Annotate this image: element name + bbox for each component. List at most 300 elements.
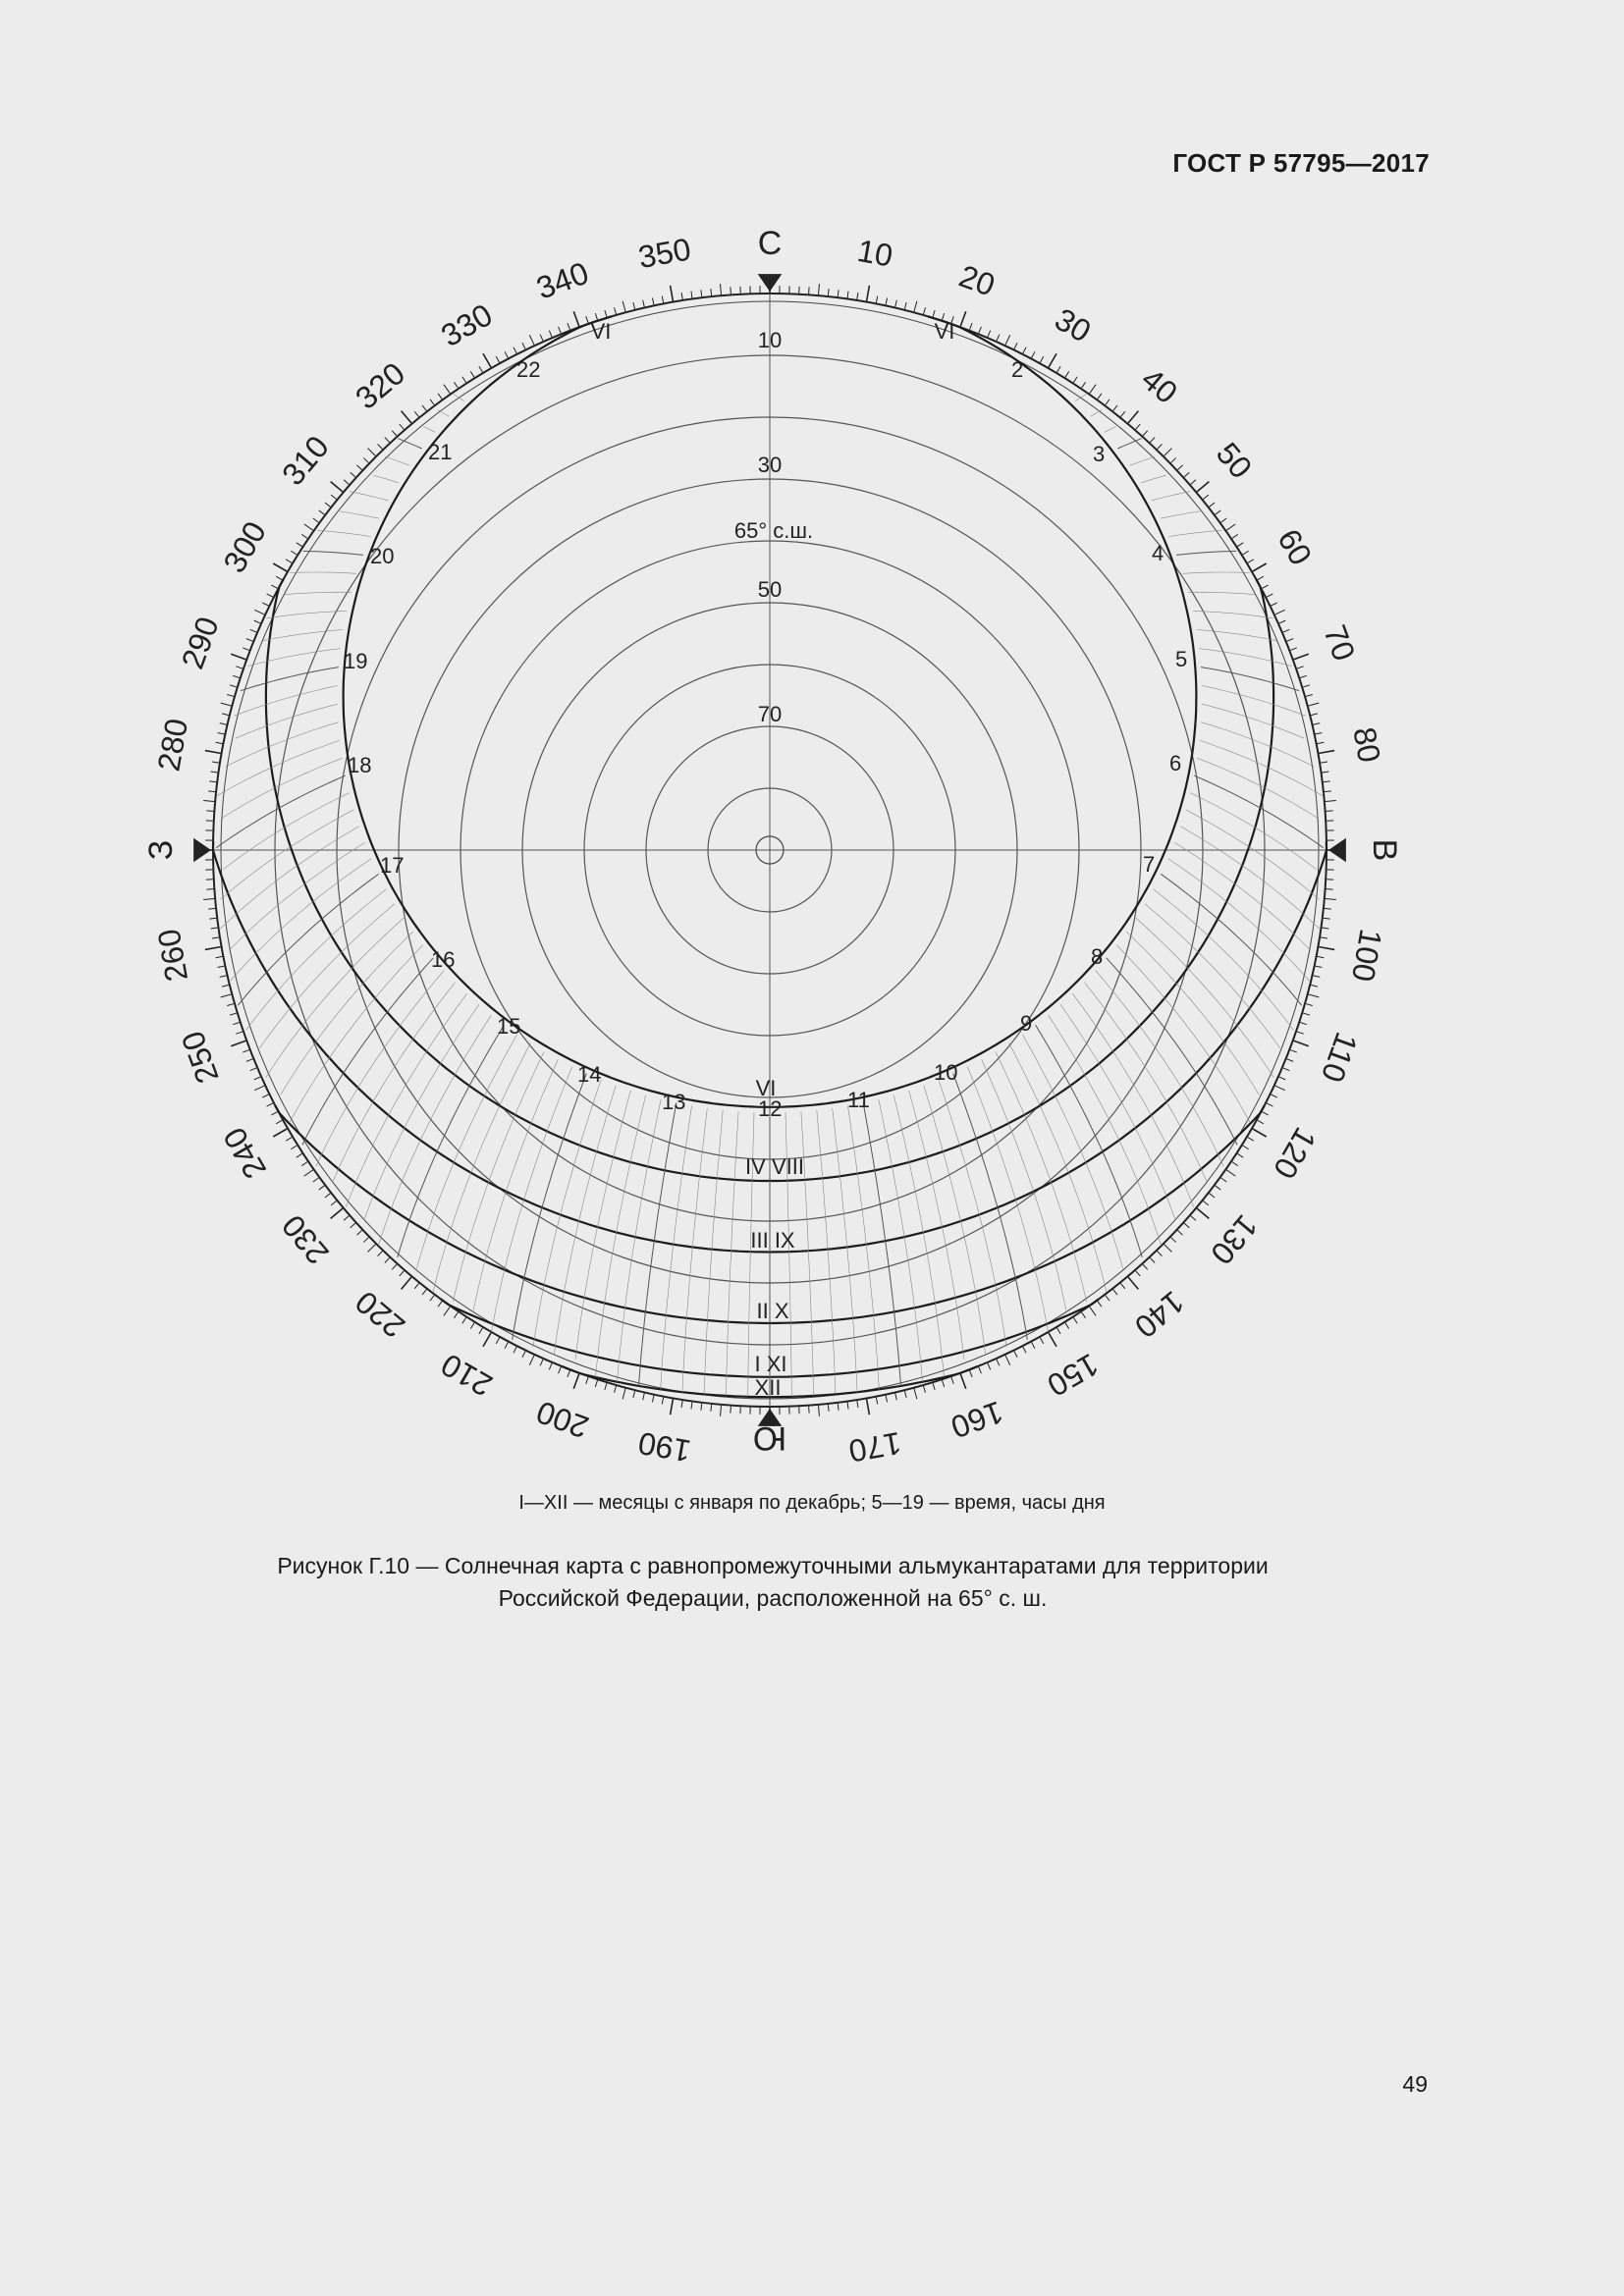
azimuth-tick (1057, 1328, 1061, 1334)
azimuth-tick (291, 551, 297, 555)
azimuth-tick (1184, 1223, 1189, 1228)
azimuth-tick (960, 1374, 965, 1389)
azimuth-tick (1065, 371, 1069, 377)
azimuth-tick (1267, 1103, 1272, 1106)
azimuth-tick (1232, 1162, 1238, 1166)
azimuth-tick (1065, 1323, 1069, 1329)
azimuth-tick (479, 1328, 483, 1334)
azimuth-tick (231, 1041, 245, 1045)
compass-arrow-west (193, 838, 211, 863)
azimuth-tick (262, 603, 268, 606)
azimuth-tick (438, 394, 442, 400)
hour-line (1176, 551, 1236, 555)
minute-line (1186, 810, 1320, 899)
azimuth-tick (1237, 543, 1243, 547)
azimuth-tick (1306, 1004, 1313, 1006)
minute-line (263, 630, 343, 641)
hour-label: 6 (1169, 751, 1182, 775)
azimuth-tick (1106, 400, 1110, 405)
azimuth-tick (216, 742, 223, 743)
azimuth-tick (1232, 534, 1238, 538)
hour-label: 15 (497, 1014, 521, 1039)
azimuth-tick (246, 639, 252, 642)
azimuth-tick (1005, 1356, 1010, 1365)
azimuth-tick (721, 1406, 722, 1416)
azimuth-tick (1297, 1032, 1304, 1034)
minute-line (226, 722, 339, 767)
azimuth-tick (392, 1264, 397, 1269)
azimuth-tick (212, 937, 219, 938)
azimuth-tick (203, 801, 214, 802)
hour-label: 8 (1091, 944, 1104, 969)
azimuth-tick (1297, 667, 1304, 668)
sun-chart-svg (139, 218, 1403, 1494)
altitude-label-70: 70 (757, 702, 783, 726)
azimuth-tick (222, 714, 229, 716)
azimuth-tick (313, 518, 319, 522)
azimuth-tick (1316, 732, 1323, 733)
azimuth-tick (1136, 424, 1141, 429)
minute-line (318, 530, 371, 536)
hour-label: 9 (1020, 1011, 1033, 1036)
azimuth-tick (254, 610, 264, 614)
azimuth-tick (208, 908, 215, 909)
azimuth-tick (876, 1398, 877, 1405)
azimuth-tick (1313, 976, 1320, 978)
azimuth-tick (1090, 385, 1096, 394)
azimuth-label: 290 (174, 612, 226, 674)
minute-line (1091, 410, 1103, 417)
azimuth-tick (385, 437, 390, 442)
hour-label: 4 (1152, 541, 1164, 565)
azimuth-tick (1023, 1347, 1026, 1353)
azimuth-tick (549, 331, 552, 337)
azimuth-tick (951, 1377, 953, 1384)
azimuth-tick (1005, 335, 1010, 345)
azimuth-tick (1164, 449, 1172, 456)
azimuth-tick (605, 1383, 607, 1390)
azimuth-tick (400, 424, 405, 429)
azimuth-tick (231, 654, 245, 659)
azimuth-tick (549, 1363, 552, 1369)
azimuth-tick (997, 335, 1000, 341)
azimuth-tick (988, 1363, 991, 1369)
azimuth-tick (1325, 908, 1331, 909)
azimuth-tick (496, 356, 499, 362)
minute-line (350, 492, 388, 501)
azimuth-tick (540, 335, 543, 341)
minute-line (1197, 630, 1276, 641)
azimuth-tick (1203, 495, 1208, 499)
azimuth-tick (514, 1347, 516, 1353)
azimuth-tick (691, 1402, 692, 1409)
azimuth-tick (643, 1393, 645, 1400)
minute-line (236, 704, 338, 738)
azimuth-tick (1311, 714, 1318, 716)
azimuth-tick (914, 301, 917, 312)
azimuth-tick (605, 310, 607, 317)
minute-line (373, 475, 399, 483)
azimuth-tick (1316, 966, 1323, 967)
azimuth-tick (1226, 524, 1235, 530)
azimuth-tick (1177, 1230, 1182, 1235)
azimuth-tick (233, 675, 240, 677)
azimuth-label: 160 (946, 1394, 1008, 1446)
minute-line (1130, 456, 1155, 465)
azimuth-tick (1279, 1077, 1285, 1080)
azimuth-tick (1319, 947, 1334, 950)
azimuth-tick (1158, 1252, 1163, 1256)
azimuth-tick (462, 377, 466, 383)
azimuth-tick (211, 772, 218, 773)
azimuth-tick (205, 751, 221, 754)
azimuth-label: 210 (435, 1346, 499, 1404)
azimuth-tick (267, 594, 273, 597)
azimuth-tick (721, 284, 722, 294)
azimuth-tick (363, 1238, 368, 1243)
hour-label: 3 (1093, 442, 1106, 466)
minute-line (682, 1108, 707, 1392)
caption-line-1: Рисунок Г.10 — Солнечная карта с равнопромежуточными альмукантаратами для территории (277, 1553, 1269, 1578)
minute-line (533, 1080, 601, 1347)
azimuth-tick (1263, 1112, 1269, 1115)
azimuth-tick (205, 947, 221, 950)
minute-line (340, 511, 379, 518)
azimuth-tick (828, 1405, 829, 1412)
azimuth-tick (895, 300, 897, 307)
azimuth-tick (1318, 956, 1325, 957)
azimuth-tick (1203, 1201, 1208, 1204)
minute-line (1141, 475, 1166, 483)
azimuth-tick (351, 1223, 355, 1228)
azimuth-label: 200 (531, 1394, 594, 1446)
azimuth-tick (681, 1401, 682, 1408)
minute-line (833, 1108, 857, 1392)
azimuth-tick (236, 1032, 243, 1034)
azimuth-tick (1143, 431, 1148, 436)
azimuth-tick (960, 311, 965, 326)
azimuth-tick (1226, 1170, 1235, 1176)
azimuth-tick (262, 1095, 268, 1097)
azimuth-label: 30 (1049, 300, 1098, 349)
azimuth-tick (514, 347, 516, 353)
azimuth-tick (209, 781, 216, 782)
azimuth-label: 240 (216, 1121, 274, 1185)
page-number: 49 (1402, 2071, 1428, 2097)
azimuth-tick (1143, 1264, 1148, 1269)
azimuth-tick (1287, 639, 1293, 642)
azimuth-tick (1113, 405, 1117, 411)
azimuth-tick (529, 335, 534, 345)
azimuth-tick (203, 899, 214, 900)
hour-line (1201, 667, 1299, 691)
azimuth-tick (1272, 603, 1277, 606)
azimuth-tick (586, 316, 588, 323)
azimuth-tick (273, 563, 287, 571)
minute-line (924, 1086, 986, 1354)
azimuth-tick (1303, 685, 1310, 687)
hour-label: 2 (1011, 357, 1024, 382)
hour-label: 21 (428, 440, 453, 464)
minute-line (1202, 686, 1306, 717)
compass-east: В (1366, 838, 1403, 862)
minute-line (235, 686, 339, 717)
azimuth-tick (970, 323, 973, 330)
altitude-label-30: 30 (757, 453, 783, 477)
minute-line (1161, 511, 1200, 518)
azimuth-tick (895, 1393, 897, 1400)
azimuth-tick (331, 1208, 343, 1218)
azimuth-tick (847, 1402, 848, 1409)
azimuth-tick (319, 1186, 325, 1190)
hour-label: 12 (758, 1096, 783, 1121)
minute-line (281, 932, 413, 1095)
azimuth-tick (1253, 1129, 1267, 1137)
hour-label: 22 (516, 357, 541, 382)
azimuth-label: 120 (1266, 1121, 1324, 1185)
azimuth-tick (422, 1290, 426, 1296)
sun-path-diagram (139, 218, 1403, 1494)
azimuth-tick (233, 1023, 240, 1025)
minute-line (1096, 971, 1223, 1167)
azimuth-tick (1324, 918, 1330, 919)
azimuth-tick (691, 292, 692, 298)
minute-line (909, 1091, 964, 1360)
azimuth-tick (331, 495, 336, 499)
azimuth-tick (1287, 1059, 1293, 1062)
azimuth-label: 150 (1041, 1346, 1105, 1404)
azimuth-tick (1197, 1208, 1209, 1218)
azimuth-label: 320 (349, 355, 412, 416)
azimuth-tick (867, 286, 870, 301)
azimuth-tick (276, 576, 282, 579)
azimuth-label: 280 (150, 716, 195, 774)
azimuth-tick (444, 385, 450, 394)
minute-line (220, 810, 353, 899)
azimuth-tick (1113, 1290, 1117, 1296)
azimuth-tick (979, 327, 982, 333)
azimuth-tick (573, 1374, 578, 1389)
azimuth-tick (470, 371, 474, 377)
azimuth-tick (1098, 1302, 1102, 1308)
azimuth-tick (271, 585, 277, 588)
hour-label: 16 (431, 947, 456, 972)
azimuth-label: 20 (954, 257, 1001, 303)
minute-line (1202, 704, 1304, 738)
azimuth-label: 310 (275, 429, 336, 493)
azimuth-tick (633, 1391, 635, 1398)
azimuth-tick (483, 1333, 491, 1347)
azimuth-tick (1184, 472, 1189, 477)
azimuth-tick (351, 472, 355, 477)
minute-line (316, 971, 444, 1167)
hour-label: 5 (1175, 647, 1188, 671)
azimuth-tick (254, 1086, 264, 1091)
azimuth-tick (1326, 899, 1336, 900)
azimuth-tick (701, 290, 702, 296)
azimuth-tick (356, 1230, 361, 1235)
azimuth-tick (573, 311, 578, 326)
azimuth-tick (1283, 629, 1289, 632)
azimuth-tick (1321, 762, 1327, 763)
azimuth-tick (1272, 1095, 1277, 1097)
azimuth-tick (1120, 1283, 1124, 1288)
azimuth-tick (378, 444, 383, 449)
azimuth-tick (356, 465, 361, 470)
azimuth-tick (1248, 1138, 1254, 1142)
azimuth-tick (1136, 1271, 1141, 1276)
azimuth-tick (933, 1383, 935, 1390)
azimuth-tick (1171, 1238, 1176, 1243)
azimuth-tick (344, 480, 349, 485)
hour-line (241, 667, 339, 691)
minute-line (1199, 649, 1291, 667)
azimuth-tick (838, 1404, 839, 1411)
azimuth-tick (221, 703, 232, 706)
azimuth-label: 250 (174, 1026, 226, 1089)
minute-line (290, 572, 356, 573)
azimuth-tick (230, 685, 237, 687)
azimuth-tick (1321, 937, 1327, 938)
azimuth-tick (838, 290, 839, 296)
azimuth-tick (970, 1370, 973, 1377)
azimuth-tick (211, 928, 218, 929)
hour-label: 10 (934, 1060, 958, 1085)
azimuth-tick (1082, 382, 1086, 388)
azimuth-tick (1164, 1245, 1172, 1253)
azimuth-tick (1049, 353, 1056, 367)
azimuth-tick (1032, 351, 1035, 357)
hour-label: 7 (1143, 852, 1156, 877)
azimuth-tick (867, 1399, 870, 1415)
azimuth-tick (276, 1120, 282, 1123)
azimuth-label: 190 (635, 1424, 694, 1469)
azimuth-tick (331, 482, 343, 492)
solstice-label-south: VI (755, 1076, 777, 1100)
azimuth-tick (1309, 703, 1320, 706)
azimuth-tick (623, 1389, 625, 1400)
azimuth-tick (1324, 781, 1330, 782)
compass-south: Ю (752, 1419, 787, 1457)
minute-line (1126, 932, 1259, 1095)
minute-line (1183, 572, 1250, 573)
caption-line-2: Российской Федерации, расположенной на 65° с. ш. (498, 1585, 1048, 1611)
azimuth-tick (1318, 742, 1325, 743)
hour-label: 17 (380, 853, 405, 878)
azimuth-tick (1191, 1216, 1196, 1221)
azimuth-tick (1325, 791, 1331, 792)
azimuth-tick (997, 1360, 1000, 1365)
azimuth-tick (331, 1201, 336, 1204)
azimuth-label: 330 (435, 296, 499, 354)
solstice-label-east: VI (934, 319, 955, 344)
hour-label: 13 (662, 1090, 686, 1114)
azimuth-tick (1073, 377, 1077, 383)
azimuth-tick (325, 503, 331, 507)
azimuth-tick (1023, 347, 1026, 353)
azimuth-label: 220 (349, 1284, 412, 1345)
azimuth-tick (1090, 1307, 1096, 1315)
azimuth-tick (208, 791, 215, 792)
month-pair-label: III IX (750, 1228, 795, 1253)
azimuth-tick (1243, 1146, 1249, 1149)
azimuth-tick (857, 293, 858, 299)
azimuth-tick (267, 1103, 273, 1106)
hour-line (302, 958, 433, 1146)
azimuth-tick (1082, 1312, 1086, 1318)
azimuth-tick (304, 524, 313, 530)
azimuth-tick (1313, 723, 1320, 725)
minute-line (939, 1080, 1006, 1347)
azimuth-tick (400, 1271, 405, 1276)
hour-label: 18 (348, 753, 372, 777)
minute-line (596, 1095, 646, 1377)
figure-caption (0, 1550, 1545, 1615)
azimuth-tick (250, 1068, 256, 1071)
hour-label: 19 (344, 649, 368, 673)
azimuth-tick (979, 1367, 982, 1373)
azimuth-label: 60 (1271, 522, 1320, 571)
azimuth-tick (291, 1146, 297, 1149)
azimuth-tick (218, 966, 225, 967)
azimuth-label: 340 (531, 254, 594, 306)
azimuth-tick (671, 1399, 674, 1415)
azimuth-tick (615, 307, 617, 314)
azimuth-tick (1014, 1352, 1017, 1358)
azimuth-tick (711, 1405, 712, 1412)
azimuth-tick (1040, 1338, 1043, 1344)
azimuth-tick (1303, 1013, 1310, 1015)
minute-line (247, 649, 340, 667)
azimuth-tick (319, 510, 325, 514)
azimuth-tick (222, 985, 229, 987)
azimuth-tick (914, 1389, 917, 1400)
azimuth-tick (943, 1380, 945, 1387)
azimuth-tick (559, 1367, 562, 1373)
azimuth-tick (1279, 620, 1285, 623)
month-pair-label: I XI (754, 1352, 787, 1376)
azimuth-tick (1221, 518, 1227, 522)
azimuth-tick (246, 1059, 252, 1062)
azimuth-tick (1197, 482, 1209, 492)
minute-line (555, 1086, 617, 1354)
azimuth-tick (1311, 985, 1318, 987)
azimuth-tick (1267, 594, 1272, 597)
azimuth-tick (1294, 1041, 1309, 1045)
azimuth-label: 110 (1314, 1028, 1365, 1088)
azimuth-tick (297, 543, 302, 547)
azimuth-tick (1300, 1023, 1307, 1025)
azimuth-label: 260 (150, 926, 195, 985)
azimuth-tick (363, 458, 368, 463)
azimuth-tick (227, 1004, 234, 1006)
azimuth-tick (1128, 1277, 1138, 1289)
hour-label: 11 (847, 1088, 870, 1112)
azimuth-tick (1106, 1296, 1110, 1302)
azimuth-tick (924, 307, 926, 314)
azimuth-label: 300 (216, 515, 274, 579)
latitude-label: 65° с.ш. (733, 518, 814, 543)
azimuth-tick (1322, 928, 1328, 929)
azimuth-label: 70 (1317, 619, 1363, 666)
azimuth-tick (876, 296, 877, 303)
azimuth-tick (236, 667, 243, 668)
azimuth-tick (1290, 648, 1297, 651)
azimuth-tick (220, 976, 227, 978)
azimuth-tick (615, 1386, 617, 1393)
azimuth-tick (286, 560, 292, 563)
azimuth-tick (924, 1386, 926, 1393)
